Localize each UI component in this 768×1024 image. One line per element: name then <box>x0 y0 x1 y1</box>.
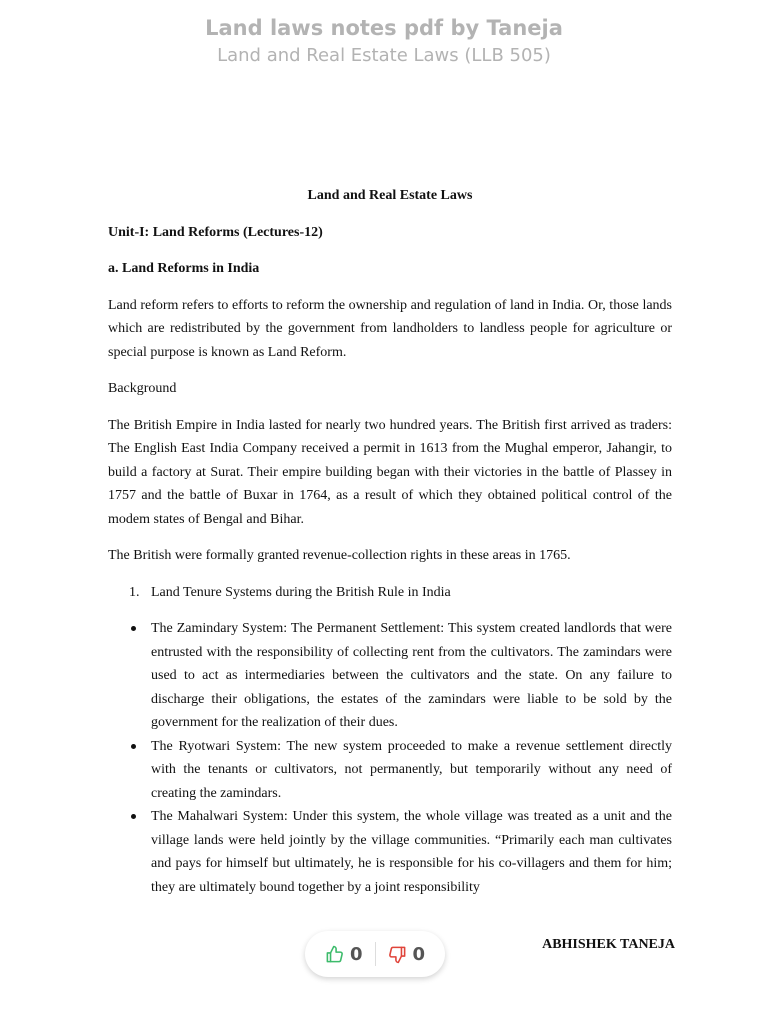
list-number: 1. <box>129 584 140 600</box>
bullet-icon <box>108 617 151 735</box>
background-label: Background <box>108 381 177 396</box>
bullet-item-mahalwari <box>108 805 672 899</box>
dislike-count: 0 <box>412 943 426 965</box>
paragraph-land-reform: Land reform refers to efforts to reform the ownership and regulation of land in India. Or, those lands which are redistributed by the government from landholders to landless people for agriculture or special purpose is known as Land Reform. <box>108 297 672 360</box>
like-count: 0 <box>349 943 363 965</box>
list-item-text: Land Tenure Systems during the British Rule in India <box>151 584 451 600</box>
document-subtitle: Land and Real Estate Laws (LLB 505) <box>217 45 551 66</box>
thumbs-up-icon <box>325 945 344 964</box>
vote-widget <box>305 931 445 977</box>
bullet-icon <box>108 805 151 899</box>
author-name: ABHISHEK TANEJA <box>542 937 675 952</box>
bullet-text: The Zamindary System: The Permanent Settlement: This system created landlords that were entrusted with the responsibility of collecting rent from the cultivators. The zamindars were used to act as intermediaries between the cultivators and the state. On any failure to discharge their obligations, the estates of the zamindars were liable to be sold by the government for the realization of their dues. <box>151 621 672 730</box>
bullet-icon <box>108 735 151 806</box>
like-button[interactable] <box>313 944 375 965</box>
paragraph-british-empire: The British Empire in India lasted for nearly two hundred years. The British first arrived as traders: The English East India Company received a permit in 1613 from the Mughal emperor, Jahangir, to build a factory at Surat. Their empire building began with their victories in the battle of Plassey in 1757 and the battle of Buxar in 1764, as a result of which they obtained political control of the modem states of Bengal and Bihar. <box>108 417 672 527</box>
document-header <box>0 14 768 70</box>
section-heading: a. Land Reforms in India <box>108 261 260 276</box>
thumbs-down-icon <box>388 945 407 964</box>
bullet-item-ryotwari <box>108 735 672 806</box>
document-page <box>108 184 672 899</box>
paragraph-revenue-rights: The British were formally granted revenue-collection rights in these areas in 1765. <box>108 548 571 563</box>
bullet-text: The Mahalwari System: Under this system, the whole village was treated as a unit and the village lands were held jointly by the village communities. “Primarily each man cultivates and pays for himself but ultimately, he is responsible for his co-villagers and them for him; they are ultimately bound together by a joint responsibility <box>151 809 672 895</box>
page-heading: Land and Real Estate Laws <box>307 188 473 203</box>
numbered-list-item <box>108 581 672 605</box>
bullet-text: The Ryotwari System: The new system proceeded to make a revenue settlement directly with the tenants or cultivators, not permanently, but temporarily without any need of creating the zamindars. <box>151 738 672 801</box>
bullet-list <box>108 617 672 899</box>
unit-heading: Unit-I: Land Reforms (Lectures-12) <box>108 224 323 240</box>
document-title: Land laws notes pdf by Taneja <box>205 16 563 40</box>
dislike-button[interactable] <box>376 944 438 965</box>
bullet-item-zamindary <box>108 617 672 735</box>
